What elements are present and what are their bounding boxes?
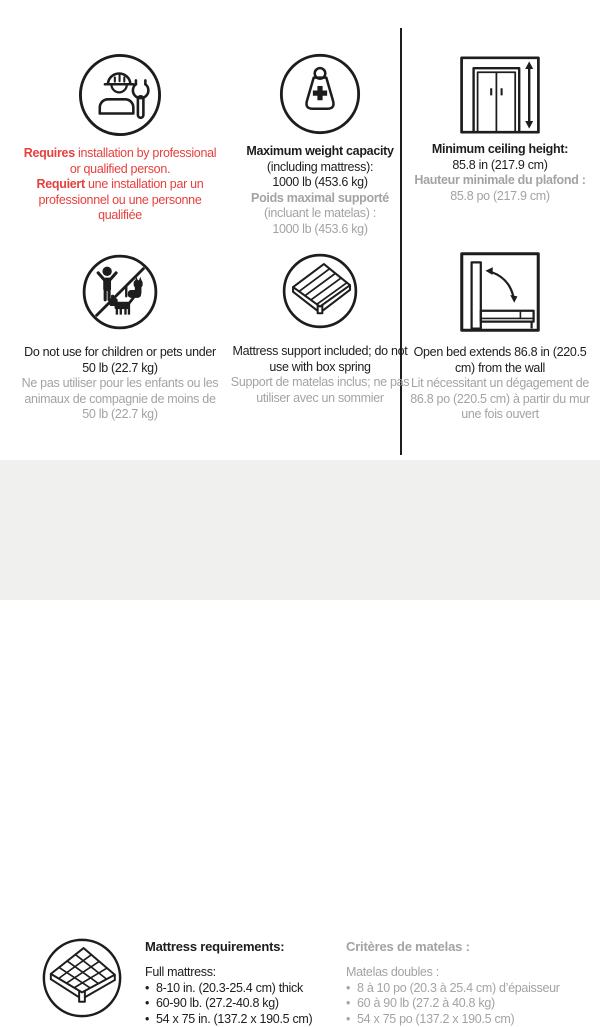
mattress-requirements-list-fr [346,981,591,1027]
list-item: • 54 x 75 po (137.2 x 190.5 cm) [346,1012,591,1027]
open-bed-text-fr: Lit nécessitant un dégagement de 86.8 po (220.5 cm) à partir du mur une fois ouvert [407,376,593,423]
max-weight-cell [237,52,403,237]
mattress-requirements-en [145,939,335,1027]
no-children-text-fr: Ne pas utiliser pour les enfants ou les animaux de compagnie de moins de 50 lb (22.7 kg) [20,376,220,423]
mattress-requirements-fr [346,939,591,1027]
ceiling-height-icon [460,56,540,134]
no-children-text-en: Do not use for children or pets under 50 lb (22.7 kg) [20,345,220,376]
install-text-en-lead: Requires [24,146,75,160]
mattress-support-cell [228,252,412,406]
ceiling-value-en: 85.8 in (217.9 cm) [414,158,585,174]
ceiling-height-cell [402,56,598,204]
ceiling-title-en: Minimum ceiling height: [414,142,585,158]
no-children-pets-cell [20,253,220,423]
list-item: • 60-90 lb. (27.2-40.8 kg) [145,996,335,1012]
max-weight-line2-fr: (incluant le matelas) : [246,206,393,222]
list-item: • 8-10 in. (20.3-25.4 cm) thick [145,981,335,997]
weight-icon [278,52,362,136]
max-weight-title-fr: Poids maximal supporté [246,191,393,207]
list-item: • 8 à 10 po (20.3 à 25.4 cm) d’épaisseur [346,981,591,997]
open-bed-icon [460,252,540,332]
mattress-requirements-list-en [145,981,335,1027]
no-children-pets-icon [81,253,159,331]
list-item: • 60 à 90 lb (27.2 à 40.8 kg) [346,996,591,1012]
mattress-requirements-subtitle-fr: Matelas doubles : [346,965,591,981]
open-bed-cell [407,252,593,423]
ceiling-value-fr: 85.8 po (217.9 cm) [414,189,585,205]
support-text-en: Mattress support included; do not use with box spring [228,344,412,375]
mattress-icon [41,937,123,1019]
mattress-requirements-title-en: Mattress requirements: [145,939,335,954]
mattress-requirements-subtitle-en: Full mattress: [145,965,335,981]
install-text-fr [20,177,220,224]
install-text-en [20,146,220,177]
mattress-requirements-panel [0,460,600,600]
install-text-fr-lead: Requiert [37,177,85,191]
max-weight-value-en: 1000 lb (453.6 kg) [246,175,393,191]
install-text-fr-rest: une installation par un professionnel ou une personne qualifiée [39,177,204,222]
max-weight-line2-en: (including mattress): [246,160,393,176]
install-text-en-rest: installation by professional or qualified person. [70,146,216,176]
open-bed-text-en: Open bed extends 86.8 in (220.5 cm) from the wall [407,345,593,376]
mattress-requirements-title-fr: Critères de matelas : [346,939,591,954]
max-weight-title-en: Maximum weight capacity [246,144,393,160]
mattress-support-icon [281,252,359,330]
list-item: • 54 x 75 in. (137.2 x 190.5 cm) [145,1012,335,1027]
installer-icon [77,52,163,138]
ceiling-title-fr: Hauteur minimale du plafond : [414,173,585,189]
support-text-fr: Support de matelas inclus; ne pas utiliser avec un sommier [228,375,412,406]
install-requirement-cell [20,52,220,224]
max-weight-value-fr: 1000 lb (453.6 kg) [246,222,393,238]
